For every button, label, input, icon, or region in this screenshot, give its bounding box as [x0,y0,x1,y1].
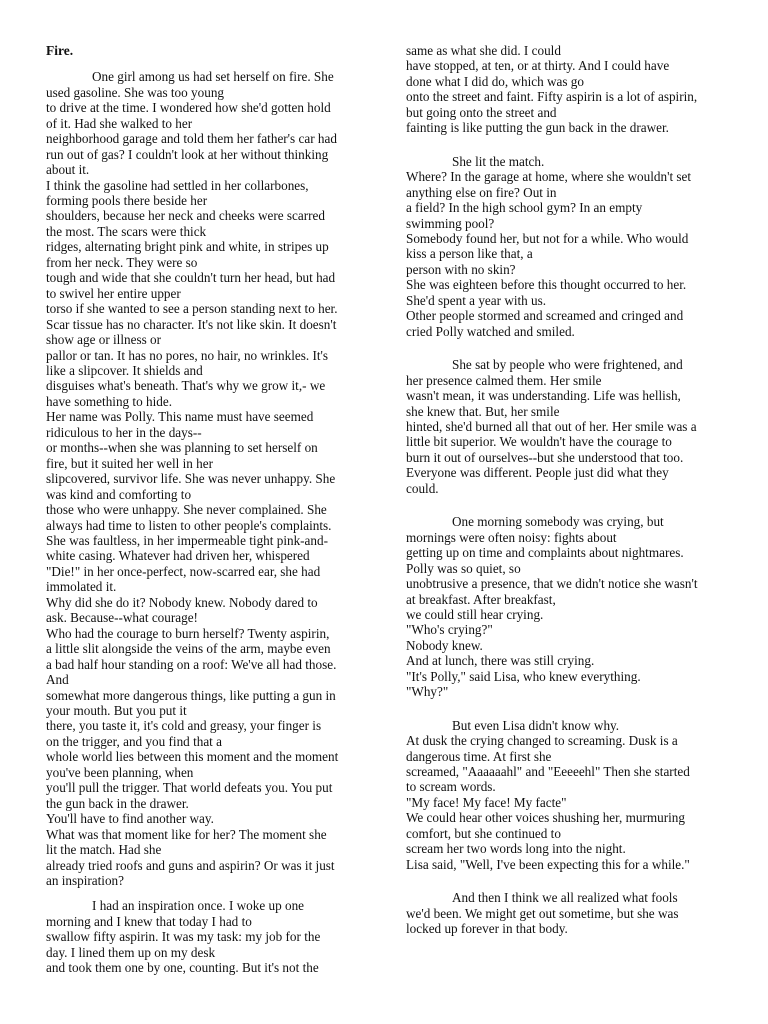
text-line: But even Lisa didn't know why. [452,717,620,733]
document-title: Fire. [46,43,74,58]
text-line: about it. [46,162,90,178]
text-line: an inspiration? [46,872,125,888]
text-line: or months--when she was planning to set herself on [46,440,318,456]
text-line: the most. The scars were thick [46,223,207,239]
text-line: We could hear other voices shushing her, murmuring [406,810,685,826]
text-line: to scream words. [406,779,496,795]
text-line: She lit the match. [452,153,545,169]
text-line: "Who's crying?" [406,622,493,638]
text-line: wasn't mean, it was understanding. Life was hellish, [406,388,681,404]
text-line: Why did she do it? Nobody knew. Nobody dared to [46,594,318,610]
text-line: "It's Polly," said Lisa, who knew everything. [406,668,641,684]
text-line: shoulders, because her neck and cheeks were scarred [46,208,325,224]
text-line: you'll pull the trigger. That world defeats you. You put [46,780,333,796]
text-line: anything else on fire? Out in [406,184,557,200]
text-line: cried Polly watched and smiled. [406,323,575,339]
text-line: Who had the courage to burn herself? Twenty aspirin, [46,625,330,641]
text-line: Polly was so quiet, so [406,560,521,576]
right-column [406,43,724,937]
text-line: fainting is like putting the gun back in the drawer. [406,120,669,136]
text-line: At dusk the crying changed to screaming. Dusk is a [406,733,678,749]
text-line: locked up forever in that body. [406,921,568,937]
paragraph-5 [406,514,724,699]
text-line: "Die!" in her once-perfect, now-scarred ear, she had [46,563,321,579]
text-line: You'll have to find another way. [46,811,214,827]
text-line: have something to hide. [46,393,172,409]
text-line: a field? In the high school gym? In an empty [406,200,643,216]
text-line: always had time to listen to other people's complaints. [46,517,332,533]
text-line: we could still hear crying. [406,606,544,622]
text-line: whole world lies between this moment and the moment [46,749,339,765]
text-line: And then I think we all realized what fools [452,890,678,906]
text-line: screamed, "Aaaaaahl" and "Eeeeehl" Then she started [406,764,690,780]
text-line: same as what she did. I could [406,43,561,58]
text-line: swimming pool? [406,215,495,231]
text-line: show age or illness or [46,332,162,348]
text-line: little bit superior. We wouldn't have the courage to [406,434,672,450]
text-line: Scar tissue has no character. It's not like skin. It doesn't [46,316,337,332]
text-line: like a slipcover. It shields and [46,363,203,379]
text-line: immolated it. [46,579,117,595]
text-line: done what I did do, which was go [406,73,584,89]
text-line: your mouth. But you put it [46,702,187,718]
text-line: unobtrusive a presence, that we didn't notice she wasn't [406,576,698,592]
text-line: "Why?" [406,684,449,700]
text-line: I think the gasoline had settled in her collarbones, [46,177,309,193]
text-line: a bad half hour standing on a roof: We've all had those. [46,656,337,672]
text-line: ask. Because--what courage! [46,610,198,626]
text-line: And at lunch, there was still crying. [406,653,595,669]
text-line: dangerous time. At first she [406,748,552,764]
text-line: she knew that. But, her smile [406,403,560,419]
text-line: neighborhood garage and told them her father's car had [46,131,337,147]
text-line: onto the street and faint. Fifty aspirin is a lot of aspirin, [406,89,698,105]
text-line: of it. Had she walked to her [46,115,193,131]
text-line: was kind and comforting to [46,486,192,502]
text-line: I had an inspiration once. I woke up one [92,898,305,914]
text-line: to drive at the time. I wondered how she'd gotten hold [46,100,331,116]
text-line: and took them one by one, counting. But it's not the [46,960,319,976]
text-line: there, you taste it, it's cold and greasy, your finger is [46,718,322,734]
text-line: day. I lined them up on my desk [46,944,216,960]
text-line: at breakfast. After breakfast, [406,591,556,607]
text-line: One morning somebody was crying, but [452,514,664,530]
paragraph-6 [406,718,724,873]
text-line: ridges, alternating bright pink and white, in stripes up [46,239,329,255]
text-line: Other people stormed and screamed and cringed and [406,308,684,324]
text-line: She was eighteen before this thought occurred to her. [406,277,687,293]
text-line: but going onto the street and [406,104,557,120]
text-line: white casing. Whatever had driven her, whispered [46,548,310,564]
text-line: run out of gas? I couldn't look at her without thinking [46,146,329,162]
text-line: Nobody knew. [406,637,483,653]
text-line: torso if she wanted to see a person standing next to her. [46,301,338,317]
text-line: her presence calmed them. Her smile [406,372,602,388]
text-line: the gun back in the drawer. [46,795,189,811]
text-line: on the trigger, and you find that a [46,733,222,749]
text-line: those who were unhappy. She never complained. She [46,502,327,518]
left-column [46,43,364,976]
text-line: person with no skin? [406,261,516,277]
text-line: She sat by people who were frightened, and [452,357,683,373]
text-line: pallor or tan. It has no pores, no hair, no wrinkles. It's [46,347,329,363]
text-line: burn it out of ourselves--but she understood that too. [406,449,684,465]
text-line: One girl among us had set herself on fire. She [92,69,334,85]
text-line: Everyone was different. People just did what they [406,465,669,481]
text-line: a little slit alongside the veins of the arm, maybe even [46,641,331,657]
text-line: fire, but it suited her well in her [46,455,213,471]
text-line: She was faultless, in her impermeable tight pink-and- [46,533,328,548]
text-line: morning and I knew that today I had to [46,913,252,929]
paragraph-continued [406,43,724,136]
text-line: What was that moment like for her? The moment she [46,826,327,842]
text-line: lit the match. Had she [46,842,162,858]
text-line: Lisa said, "Well, I've been expecting this for a while." [406,856,690,872]
text-line: "My face! My face! My facte" [406,794,567,810]
text-line: slipcovered, survivor life. She was never unhappy. She [46,471,336,487]
text-line: you've been planning, when [46,764,194,780]
paragraph-4 [406,357,724,496]
text-line: Where? In the garage at home, where she wouldn't set [406,169,692,185]
text-line: swallow fifty aspirin. It was my task: my job for the [46,929,321,945]
text-line: to swivel her entire upper [46,285,181,301]
text-line: we'd been. We might get out sometime, but she was [406,905,679,921]
text-line: She'd spent a year with us. [406,292,547,308]
text-line: could. [406,480,439,496]
text-line: getting up on time and complaints about nightmares. [406,545,684,561]
text-line: mornings were often noisy: fights about [406,529,617,545]
text-line: forming pools there beside her [46,193,208,209]
paragraph-2 [46,898,364,975]
text-line: Somebody found her, but not for a while. Who would [406,230,689,246]
text-line: have stopped, at ten, or at thirty. And I could have [406,58,670,74]
paragraph-7 [406,890,724,936]
text-line: scream her two words long into the night. [406,841,626,857]
text-line: kiss a person like that, a [406,246,533,262]
text-line: already tried roofs and guns and aspirin? Or was it just [46,857,335,873]
paragraph-1 [46,69,364,888]
text-line: somewhat more dangerous things, like putting a gun in [46,687,336,703]
text-line: Her name was Polly. This name must have seemed [46,409,314,425]
text-line: And [46,672,69,688]
text-line: tough and wide that she couldn't turn her head, but had [46,270,336,286]
paragraph-3 [406,154,724,339]
text-line: used gasoline. She was too young [46,84,225,100]
text-line: hinted, she'd burned all that out of her. Her smile was a [406,418,697,434]
text-line: from her neck. They were so [46,254,198,270]
text-line: disguises what's beneath. That's why we grow it,- we [46,378,326,394]
text-line: comfort, but she continued to [406,825,561,841]
text-line: ridiculous to her in the days-- [46,424,202,440]
